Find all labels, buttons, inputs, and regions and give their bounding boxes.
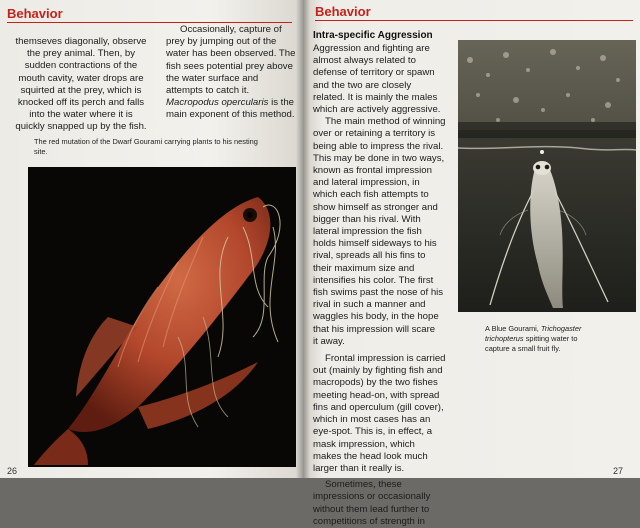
text-line: fins and operculum (gill cover), xyxy=(313,401,444,413)
text-line: mouth cavity, water drops are xyxy=(18,72,144,84)
species-name: Macropodus opercularis xyxy=(166,97,269,109)
right-photo-caption xyxy=(485,324,635,354)
left-column-2 xyxy=(166,24,298,122)
text-line: water has been observed. The xyxy=(166,48,296,60)
section-heading: Intra-specific Aggression xyxy=(313,30,433,41)
text-line: meeting head-on, with spread xyxy=(313,389,440,401)
text-line: related. It is mainly the males xyxy=(313,91,438,103)
text-line: Occasionally, capture of xyxy=(180,24,282,35)
text-line: The main method of winning xyxy=(325,116,446,128)
text-line: Sometimes, these xyxy=(325,479,402,491)
text-line: sudden contractions of the xyxy=(24,60,138,72)
text-line: themseves diagonally, observe xyxy=(15,36,147,47)
text-line: it away. xyxy=(313,335,345,347)
right-page-header: Behavior xyxy=(315,4,371,19)
caption-line: A Blue Gourami, Trichogaster xyxy=(485,324,582,333)
text-line: which in most cases has an xyxy=(313,414,431,426)
text-line: eye-spot. This is, in effect, a xyxy=(313,426,433,438)
text-line: macropods) by the two fishes xyxy=(313,377,438,389)
text-line: impressions or occasionally xyxy=(313,491,431,503)
text-line: intensifies his color. The first xyxy=(313,274,434,286)
text-line: competitions of strength in xyxy=(313,515,425,527)
text-line: knocked off its perch and falls xyxy=(17,97,145,109)
left-header-rule xyxy=(7,22,292,23)
species-name: trichopterus xyxy=(485,334,524,343)
right-page-number: 27 xyxy=(613,466,624,476)
right-header-rule xyxy=(315,20,633,21)
text-line: the prey animal. Then, by xyxy=(26,48,136,60)
text-line: quickly snapped up by the fish. xyxy=(15,121,147,133)
text-line: being able to impress the rival. xyxy=(313,140,444,152)
text-line: defense of territory or spawn xyxy=(313,67,435,79)
text-line: fish sees potential prey above xyxy=(166,60,293,72)
text-line: makes the head look much xyxy=(313,450,428,462)
text-line: waggles his body, in the hope xyxy=(313,311,439,323)
text-line: prey by jumping out of the xyxy=(166,36,277,48)
text-line: that his impression will scare xyxy=(313,323,436,335)
caption-line: site. xyxy=(34,147,48,156)
text-line: which each fish attempts to xyxy=(313,189,429,201)
text-line: rival in such a manner and xyxy=(313,299,426,311)
caption-line: capture a small fruit fly. xyxy=(485,344,561,353)
text-line: over or retaining a territory is xyxy=(313,128,436,140)
left-page xyxy=(0,0,303,478)
text-line: show himself as stronger and xyxy=(313,201,438,213)
left-page-header: Behavior xyxy=(7,6,63,21)
right-page xyxy=(303,0,640,527)
blue-gourami-photo xyxy=(458,40,636,312)
text-line: mask impression, which xyxy=(313,438,415,450)
text-line: rival, spreads all his fins to xyxy=(313,250,426,262)
text-line: Macropodus opercularis is the xyxy=(166,97,294,109)
text-line: into the water where it is xyxy=(29,109,133,121)
text-line: bigger than his rival. With xyxy=(313,213,421,225)
right-body-text xyxy=(313,43,458,528)
left-page-number: 26 xyxy=(7,466,18,476)
text-line: holds himself sideways to his xyxy=(313,238,437,250)
text-line: almost always related to xyxy=(313,55,416,67)
text-line: known as frontal impression xyxy=(313,165,432,177)
text-line: their maximum size and xyxy=(313,262,415,274)
left-column-1 xyxy=(6,36,156,134)
text-line: lateral impression the fish xyxy=(313,226,422,238)
text-line: and lateral impression, in xyxy=(313,177,420,189)
text-line: squirted at the prey, which is xyxy=(20,84,142,96)
dwarf-gourami-photo xyxy=(28,167,296,467)
caption-line: The red mutation of the Dwarf Gourami carrying plants to his nesting xyxy=(34,137,258,146)
left-photo-caption xyxy=(34,137,296,157)
text-line: and the two are closely xyxy=(313,79,412,91)
text-line: Frontal impression is carried xyxy=(325,353,446,365)
book-gutter xyxy=(296,0,310,478)
caption-line: trichopterus spitting water to xyxy=(485,334,578,343)
text-line: without them lead further to xyxy=(313,503,430,515)
text-line: larger than it really is. xyxy=(313,462,405,474)
text-line: Aggression and fighting are xyxy=(313,43,430,54)
text-line: which are actively aggressive. xyxy=(313,104,441,116)
text-line: This may be done in two ways, xyxy=(313,152,445,164)
dwarf-gourami-image xyxy=(28,167,296,467)
text-line: main exponent of this method. xyxy=(166,109,295,121)
blue-gourami-image xyxy=(458,40,636,312)
text-line: the water surface and xyxy=(166,72,259,84)
species-name: Trichogaster xyxy=(540,324,582,333)
text-line: fish swims past the nose of his xyxy=(313,287,444,299)
text-line: out (mainly by fighting fish and xyxy=(313,365,443,377)
text-line: attempts to catch it. xyxy=(166,85,250,97)
